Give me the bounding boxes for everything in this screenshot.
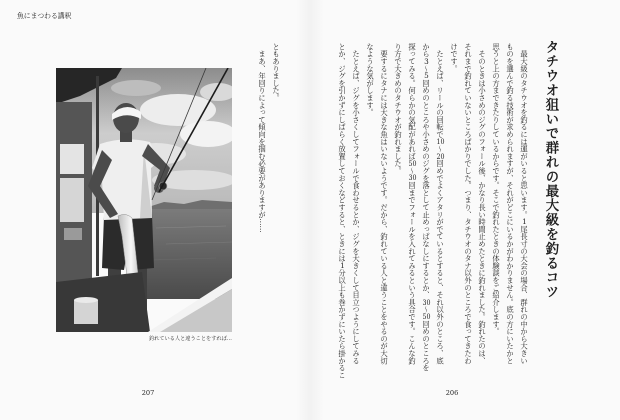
bucket-rim [74, 297, 98, 303]
body-column: 探ってみる。何らかの気配があれば50〜30回までフォールを入れてみるという具合です。こんな釣 [408, 43, 417, 365]
digit-group: 30 [422, 298, 431, 306]
digit-group: 50 [422, 313, 431, 321]
page-number-left: 207 [141, 389, 155, 397]
body-column: それまで釣れていないところばかりでした。つまり、タチウオのタナ以外のところで食ってきたわ [464, 43, 473, 365]
digit-group: 30 [408, 174, 417, 182]
body-column: まあ、年回りによって傾向を掴む必要がありますが…… [258, 43, 267, 233]
body-column: ものを選んで釣る技術が求められますが、それがどこにいるかがわかりません。底の方にいたかと [506, 43, 515, 365]
digit-group: 5 [424, 72, 429, 80]
body-column: 思うと上の方まできたりしているからです。そこで釣れたときの体験談をご紹介します。 [492, 43, 501, 335]
body-column: たとえば、ジグを小さくしてフォールで食わせるとか、ジグを大きくして目立つようにしてみる [352, 43, 361, 365]
digit-group: 1 [522, 218, 527, 226]
body-column: とか、ジグを引かずにしばらく放置しておくなどすると、ときには1分以上も巻かずにいたら掛かるこ [338, 43, 347, 379]
running-header: 魚にまつわる講釈 [17, 12, 72, 20]
left-page-body [255, 43, 283, 383]
cloud [111, 80, 161, 96]
body-column: り方で大きめのタチウオが釣れました。 [394, 43, 403, 175]
fishing-photo [56, 68, 232, 332]
cabin-panel [60, 144, 84, 174]
bucket [74, 300, 98, 324]
body-column: 最大級のタチウオを釣るには運がいると思います。1尾長寸の大会の場合、群れの中から大きい [520, 43, 529, 365]
photo-caption: 釣れている人と違うことをすれば… [148, 336, 232, 342]
cabin-panel [60, 178, 84, 222]
body-column: なような気がします。 [366, 43, 375, 116]
body-column: ともありました。 [272, 43, 281, 102]
digit-group: 10 [436, 137, 445, 146]
body-column: から3〜5回めのところや小さめのジグを落として止めっぱなしにするとか、30〜50回めのところを [422, 43, 431, 372]
cabin-window [64, 228, 82, 240]
digit-group: 1 [340, 262, 345, 270]
section-title: タチウオ狙いで群れの最大級を釣るコツ [543, 40, 558, 300]
body-column: そのときは小さめのジグのフォール後、かなり長い時間止めたときに釣れました。釣れたのは、 [478, 43, 487, 365]
sea [142, 209, 232, 299]
body-column: たとえば、リールの回転で10〜20回めでよくアタリがでているとすると、それ以外のところ、底 [436, 43, 445, 365]
digit-group: 20 [436, 152, 445, 160]
boat-deck [56, 272, 150, 332]
page-number-right: 206 [445, 389, 459, 397]
digit-group: 50 [408, 159, 417, 168]
right-page-body [335, 43, 531, 383]
body-column: 要するにタナには大きな魚はいないようです。だから、釣れている人と違うことをやるのが大切 [380, 43, 389, 365]
digit-group: 3 [424, 57, 429, 65]
body-column: けです。 [450, 43, 459, 73]
page-gutter [296, 0, 324, 420]
